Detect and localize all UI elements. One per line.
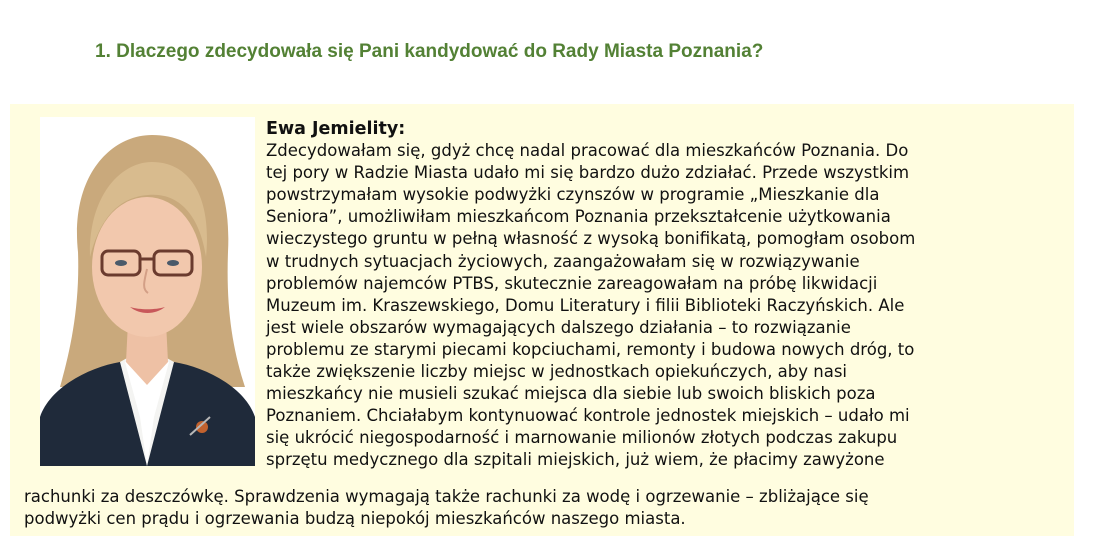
answer-line: rachunki za deszczówkę. Sprawdzenia wymagają także rachunki za wodę i ogrzewanie – zbliżające się [24, 487, 869, 506]
answer-box [10, 104, 1074, 536]
answer-line: Muzeum im. Kraszewskiego, Domu Literatury i filii Biblioteki Raczyńskich. Ale [266, 295, 905, 315]
answer-line: problemów najemców PTBS, skutecznie zareagowałam na próbę likwidacji [266, 273, 878, 293]
answer-text [266, 118, 1070, 472]
answer-line: Zdecydowałam się, gdyż chcę nadal pracować dla mieszkańców Poznania. Do [266, 141, 909, 161]
answer-line: wieczystego gruntu w pełną własność z wysoką bonifikatą, pomogłam osobom [266, 229, 916, 249]
answer-line: mieszkańcy nie musieli szukać miejsca dla siebie lub swoich bliskich poza [266, 384, 876, 404]
answer-tail [24, 486, 1064, 530]
answer-line: Seniora”, umożliwiłam mieszkańcom Poznania przekształcenie użytkowania [266, 207, 891, 227]
answer-line: podwyżki cen prądu i ogrzewania budzą niepokój mieszkańców naszego miasta. [24, 509, 686, 529]
answer-line: jest wiele obszarów wymagających dalszego działania – to rozwiązanie [266, 317, 851, 337]
answer-line: problemu ze starymi piecami kopciuchami, remonty i budowa nowych dróg, to [266, 339, 915, 359]
portrait-photo [40, 117, 255, 466]
answer-line: Poznaniem. Chciałabym kontynuować kontrole jednostek miejskich – udało mi [266, 406, 910, 426]
answer-line: powstrzymałam wysokie podwyżki czynszów w programie „Mieszkanie dla [266, 185, 880, 205]
answer-line: się ukrócić niegospodarność i marnowanie milionów złotych podczas zakupu [266, 428, 898, 448]
answer-line: także zwiększenie liczby miejsc w jednostkach opiekuńczych, aby nasi [266, 362, 848, 382]
question-heading: 1. Dlaczego zdecydowała się Pani kandydować do Rady Miasta Poznania? [95, 41, 764, 62]
answer-line: sprzętu medycznego dla szpitali miejskich, już wiem, że płacimy zawyżone [266, 450, 885, 470]
speaker-name: Ewa Jemielity: [266, 119, 406, 139]
answer-line: w trudnych sytuacjach życiowych, zaangażowałam się w rozwiązywanie [266, 251, 860, 271]
answer-line: tej pory w Radzie Miasta udało mi się bardzo dużo zdziałać. Przede wszystkim [266, 163, 910, 183]
